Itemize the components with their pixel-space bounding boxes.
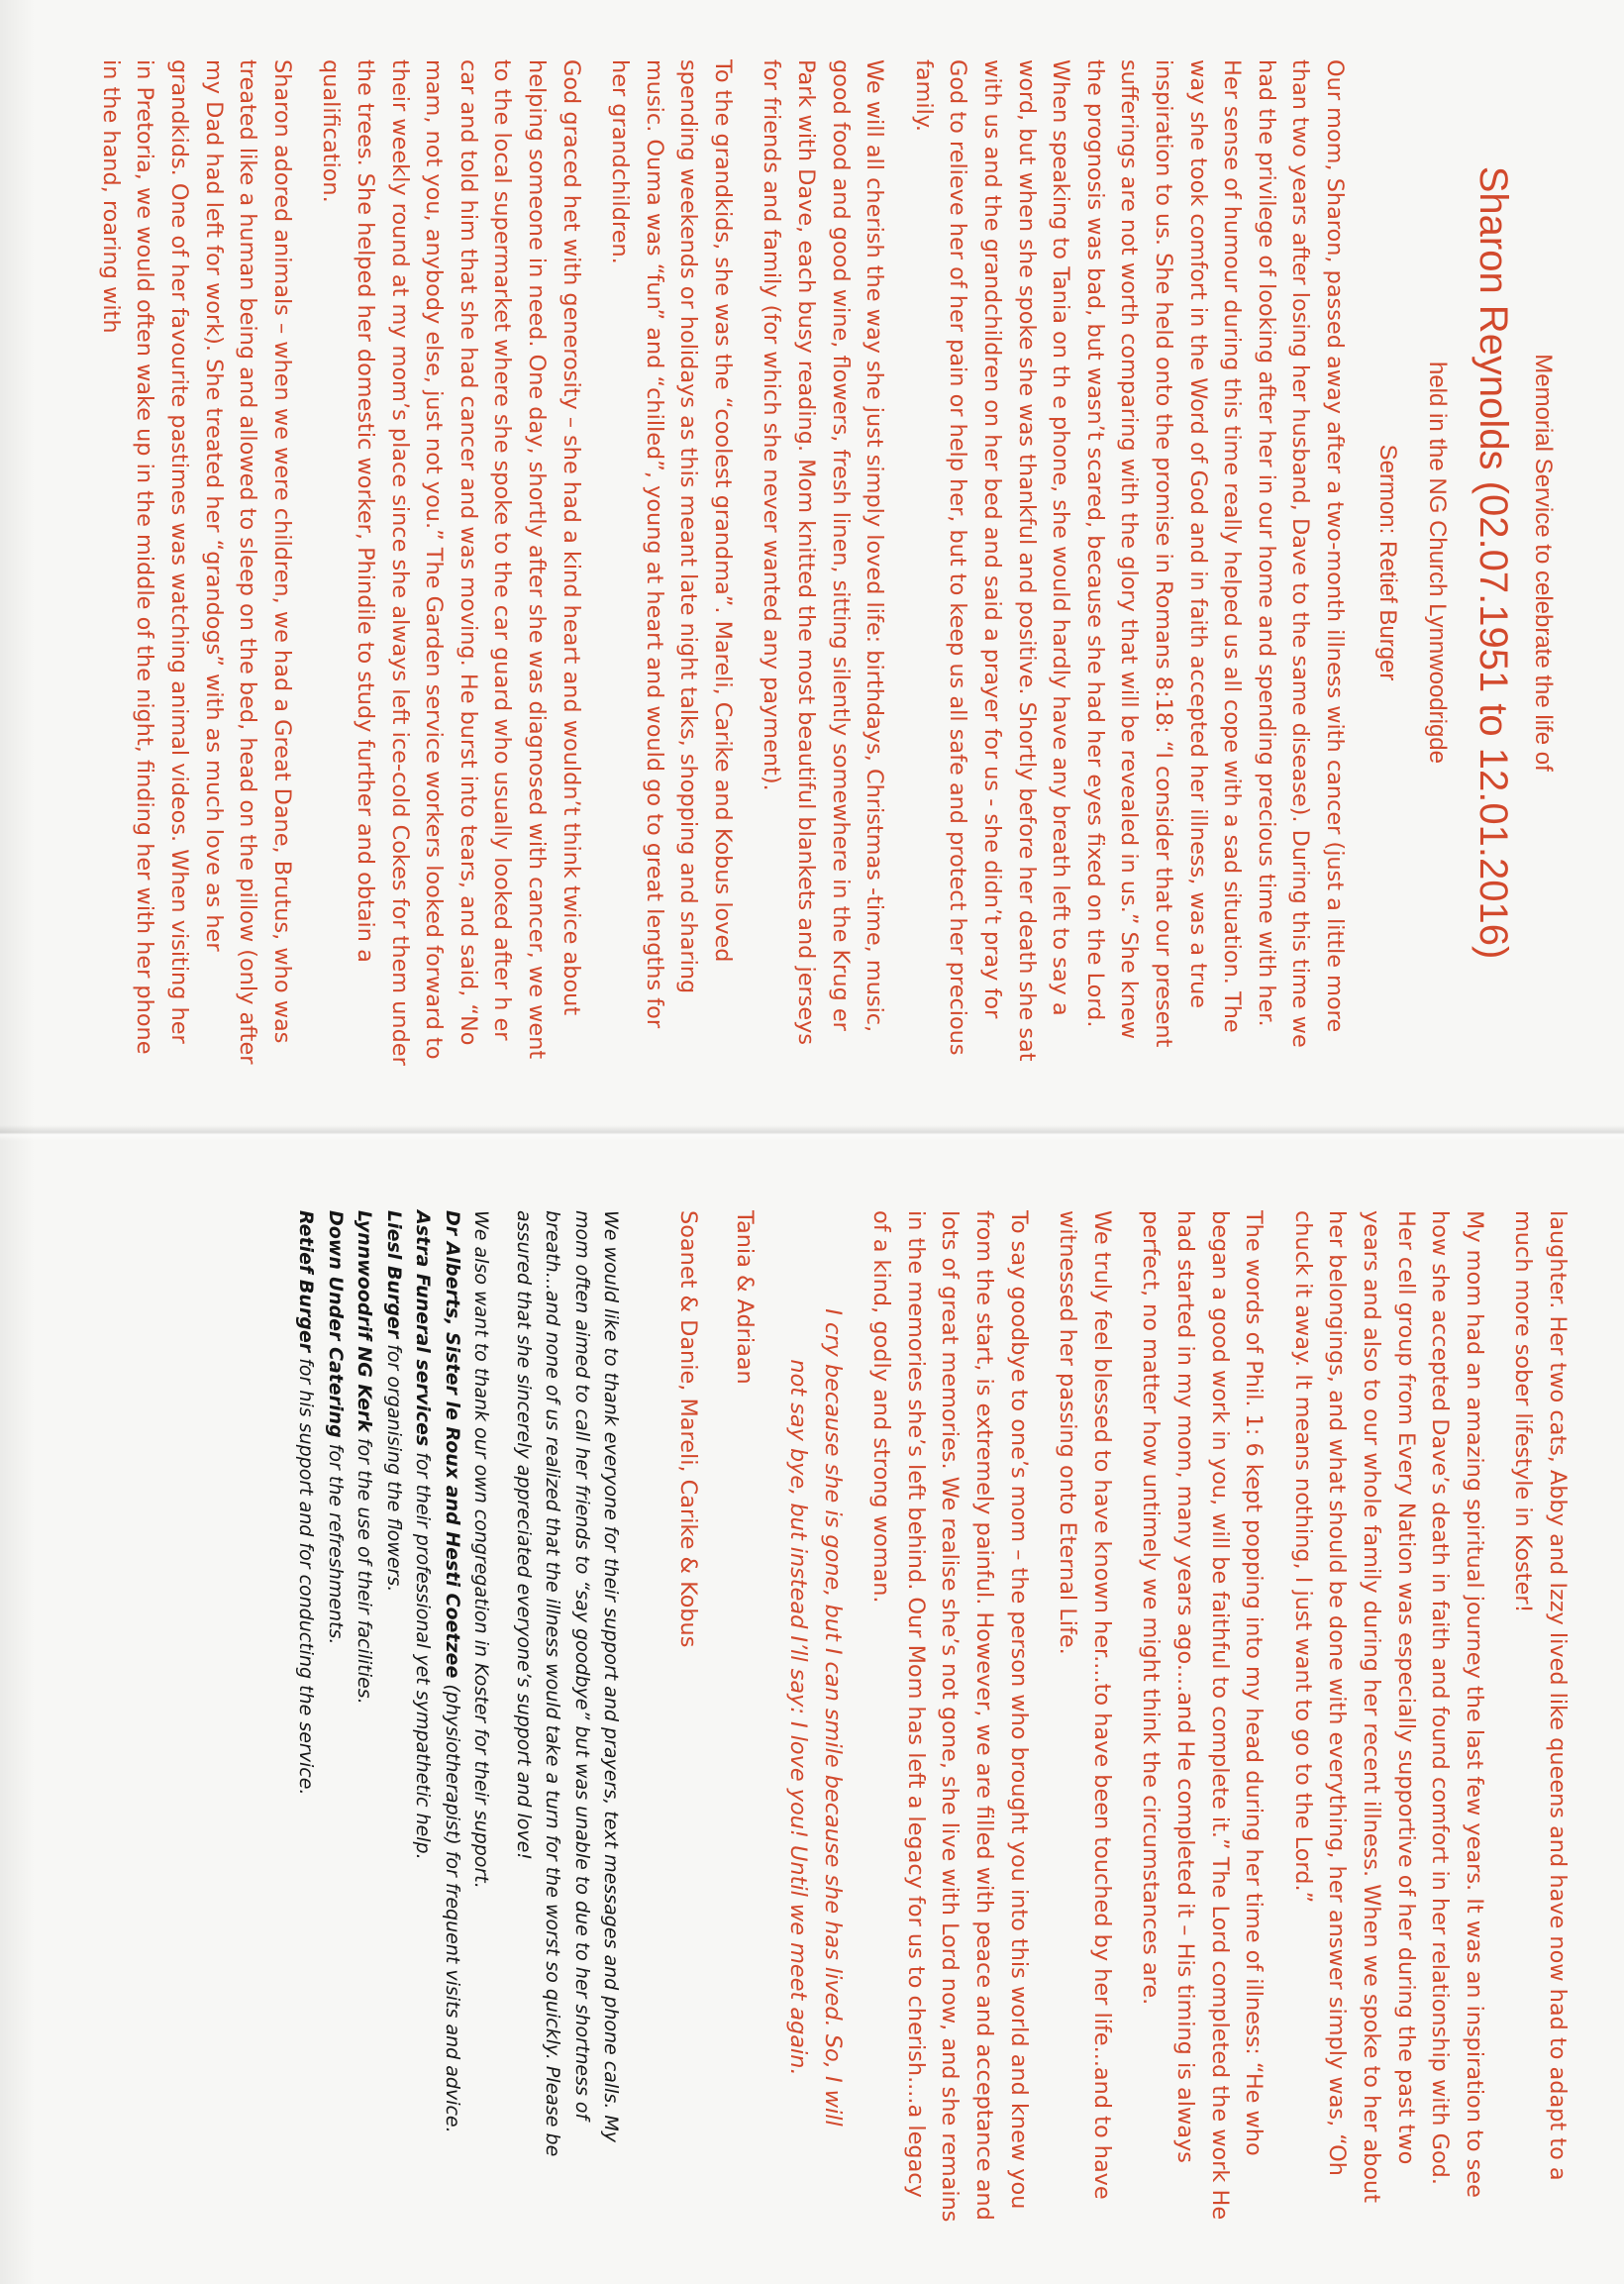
tribute-paragraph: laughter. Her two cats, Abby and Izzy lived like queens and have now had to adapt to a much more sober lifestyle in Koster!: [1510, 1210, 1571, 2181]
sermon-line: Sermon: Retief Burger: [1374, 444, 1401, 681]
acknowledgement-text: for his support and for conducting the service.: [295, 1352, 318, 1796]
acknowledgement-list: [291, 1210, 466, 2195]
tribute-paragraph: We will all cherish the way she just simply loved life: birthdays, Christmas -time, music, good food and good wine, flowers, fresh linen, sitting silently somewhere in the Krug er Park with Dave, each busy reading. Mom knitted the most beautiful blankets and jerseys for friends and family (for which she never wanted any payment).: [759, 59, 888, 1046]
acknowledgement-item: [378, 1210, 408, 2195]
signature: Tania & Adriaan: [731, 1210, 758, 1385]
closing-quote: [781, 1210, 850, 2225]
venue-line: held in the NG Church Lynnwoodrigde: [1424, 361, 1451, 765]
left-panel: [0, 0, 1624, 1125]
acknowledgement-name: Astra Funeral services: [412, 1210, 435, 1447]
acknowledgement-text: for organising the flowers.: [382, 1338, 405, 1593]
closing-quote-line-1: I cry because she is gone, but I can smile because she has lived. So, I will: [819, 1308, 846, 2127]
tribute-paragraph: The words of Phil. 1: 6 kept popping into my head during her time of illness: “He who began a good work in you, will be faithful to complete it.” The Lord completed the work He had started in my mom, many years ago....and He completed it – His timing is always perfect, no matter how untimely we might think the circumstances are.: [1138, 1210, 1268, 2221]
acknowledgement-item: [320, 1210, 350, 2195]
tribute-paragraph: God graced het with generosity – she had a kind heart and wouldn’t think twice about helping someone in need. One day, shortly after she was diagnosed with cancer, we went to the local supermarket where she spoke to the car guard who usually looked after h er car and told him that she had cancer and was moving. He burst into tears, and said, “No mam, not you, anybody else, just not you.” The Garden service workers looked forward to their weekly round at my mom’s place since she always left ice-cold Cokes for them under the trees. She helped her domestic worker, Phindile to study further and obtain a qualification.: [318, 59, 584, 1066]
service-title: Memorial Service to celebrate the life of: [1530, 354, 1557, 772]
acknowledgement-text: for the use of their facilities.: [354, 1431, 376, 1705]
thanks-intro: We would like to thank everyone for their support and prayers, text messages and phone calls. My mom often aimed to call her friends to “say goodbye” but was unable to due to her shortness of breath...and none of us realized that the illness would take a turn for the worst so quickly. Please be assured that she sincerely appreciated everyone’s support and love!: [512, 1210, 623, 2157]
acknowledgement-item: [350, 1210, 379, 2195]
page-fold: [0, 1125, 1624, 1141]
acknowledgement-name: Dr Alberts, Sister le Roux and Hesti Coetzee: [441, 1210, 463, 1679]
signature: Soanet & Danie, Mareli, Carike & Kobus: [674, 1210, 701, 1648]
tribute-paragraph: Sharon adored animals – when we were children, we had a Great Dane, Brutus, who was treated like a human being and allowed to sleep on the bed, head on the pillow (only after my Dad had left for work). She treated her “grandogs” with as much love as her grandkids. One of her favourite pastimes was watching animal videos. When visiting her in Pretoria, we would often wake up in the middle of the night, finding her with her phone in the hand, roaring with: [97, 59, 295, 1065]
acknowledgement-name: Down Under Catering: [324, 1210, 347, 1438]
deceased-name-dates: Sharon Reynolds (02.07.1951 to 12.01.2016): [1472, 165, 1515, 960]
right-panel: [0, 1141, 1624, 2284]
acknowledgement-item: [437, 1210, 466, 2195]
tribute-paragraph-text: Our mom, Sharon, passed away after a two-month illness with cancer (just a little more than two years after losing her husband, Dave to the same disease). During this time we had the privilege of looking after her in our home and spending precious time with her. Her sense of humour during this time really helped us all cope with a sad situation. The way she took comfort in the Word of God and in faith accepted her illness, was a true inspiration to us. She held onto the promise in Romans 8:18: “I consider that our present sufferings are not worth comparing with the glory that will be revealed in us.” She knew the prognosis was bad, but wasn’t scared, because she had her eyes fixed on the Lord. When speaking to Tania on th e phone, she would hardly have any breath left to say a word, but when she spoke she was thankful and positive. Shortly before her death she sat with us and the grandchildren on her bed and said a prayer for us - she didn’t pray for God to relieve her of her pain or help her, but to keep us all safe and protect her precious family.: [910, 59, 1348, 1062]
tribute-paragraph: We truly feel blessed to have known her....to have been touched by her life...and to have witnessed her passing onto Eternal Life.: [1055, 1210, 1115, 2200]
closing-quote-line-2: not say bye, but instead I’ll say: I love you! Until we meet again.: [785, 1359, 812, 2076]
tribute-paragraph: My mom had an amazing spiritual journey the last few years. It was an inspiration to see how she accepted Dave’s death in faith and found comfort in her relationship with God. Her cell group from Every Nation was especially supportive of her during the past two years and also to our whole family during her recent illness. When we spoke to her about her belongings, and what should be done with everything, her answer simply was, “Oh chuck it away. It means nothing, I just want to go to the Lord.”: [1289, 1210, 1487, 2203]
acknowledgement-name: Retief Burger: [295, 1210, 318, 1353]
acknowledgement-item: [291, 1210, 321, 2195]
acknowledgement-item: [408, 1210, 438, 2195]
tribute-paragraph: To say goodbye to one’s mom – the person who brought you into this world and knew you from the start, is extremely painful. However, we are filled with peace and acceptance and lots of great memories. We realise she’s not gone, she live with Lord now, and she remains in the memories she’s left behind. Our Mom has left a legacy for us to cherish....a legacy of a kind, godly and strong woman.: [868, 1210, 1032, 2223]
thanks-congregation: We also want to thank our own congregation in Koster for their support.: [470, 1210, 493, 1889]
acknowledgement-name: Liesl Burger: [382, 1210, 405, 1339]
tribute-paragraph: [906, 59, 1352, 1066]
acknowledgements-section: [291, 1210, 626, 2225]
tribute-paragraph: To the grandkids, she was the “coolest grandma”. Mareli, Carike and Kobus loved spending weekends or holidays as this meant late night talks, shopping and sharing music. Ouma was “fun” and “chilled”, young at heart and would go to great lengths for her grandchildren.: [607, 59, 736, 1029]
acknowledgement-text: for their professional yet sympathetic help.: [412, 1446, 435, 1860]
acknowledgement-text: (physiotherapist) for frequent visits and advice.: [441, 1678, 463, 2133]
acknowledgement-text: for the refreshments.: [324, 1437, 347, 1645]
acknowledgement-name: Lynnwoodrif NG Kerk: [354, 1210, 376, 1432]
